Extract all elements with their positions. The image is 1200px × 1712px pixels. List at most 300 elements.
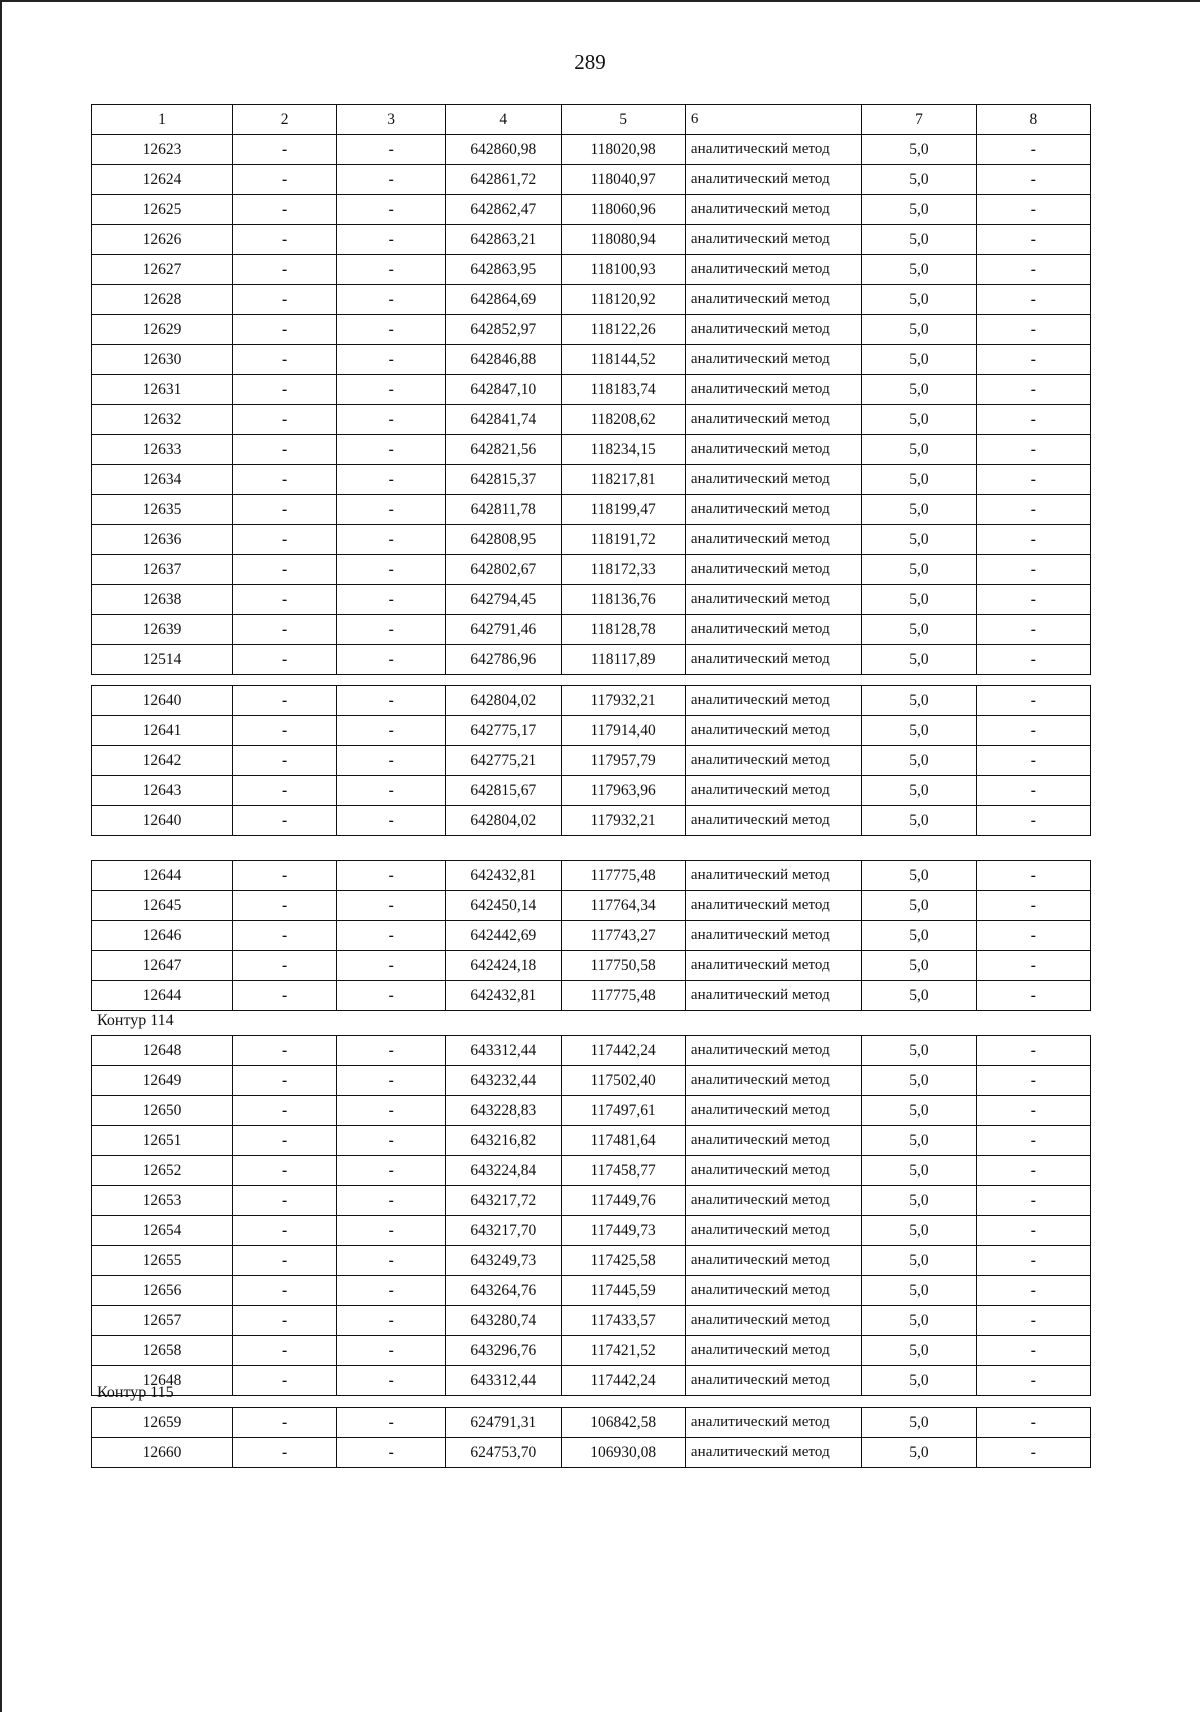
contour-label: Контур 114 [97, 1012, 174, 1029]
cell-col-7: 5,0 [862, 645, 976, 675]
cell-col-8: - [976, 315, 1090, 345]
cell-col-8: - [976, 981, 1090, 1011]
table-row [92, 315, 1091, 345]
cell-col-2: - [232, 776, 336, 806]
cell-col-6: аналитический метод [685, 255, 861, 285]
cell-col-7: 5,0 [862, 615, 976, 645]
cell-col-8: - [976, 375, 1090, 405]
coordinates-table [91, 860, 1091, 1011]
cell-col-5: 5 [561, 105, 685, 135]
cell-col-6: аналитический метод [685, 1156, 861, 1186]
cell-col-2: - [232, 1096, 336, 1126]
cell-col-6: аналитический метод [685, 1216, 861, 1246]
cell-col-1: 12651 [92, 1126, 233, 1156]
cell-col-6: аналитический метод [685, 1186, 861, 1216]
cell-col-6: аналитический метод [685, 225, 861, 255]
cell-col-7: 5,0 [862, 525, 976, 555]
cell-col-7: 5,0 [862, 981, 976, 1011]
table-header-row [92, 105, 1091, 135]
cell-col-1: 12658 [92, 1336, 233, 1366]
cell-col-6: аналитический метод [685, 165, 861, 195]
cell-col-6: аналитический метод [685, 585, 861, 615]
table-row [92, 861, 1091, 891]
cell-col-7: 5,0 [862, 375, 976, 405]
cell-col-1: 12646 [92, 921, 233, 951]
cell-col-8: - [976, 585, 1090, 615]
cell-col-7: 5,0 [862, 1186, 976, 1216]
cell-col-8: - [976, 465, 1090, 495]
cell-col-1: 1 [92, 105, 233, 135]
cell-col-6: аналитический метод [685, 746, 861, 776]
cell-col-5: 106930,08 [561, 1438, 685, 1468]
cell-col-4: 642804,02 [446, 686, 561, 716]
cell-col-3: - [337, 981, 446, 1011]
cell-col-1: 12648 [92, 1036, 233, 1066]
table-row [92, 345, 1091, 375]
cell-col-3: - [337, 1246, 446, 1276]
cell-col-3: - [337, 806, 446, 836]
table-row [92, 981, 1091, 1011]
cell-col-6: аналитический метод [685, 495, 861, 525]
cell-col-1: 12640 [92, 806, 233, 836]
cell-col-4: 624753,70 [446, 1438, 561, 1468]
cell-col-8: - [976, 195, 1090, 225]
cell-col-8: - [976, 921, 1090, 951]
cell-col-1: 12652 [92, 1156, 233, 1186]
cell-col-1: 12650 [92, 1096, 233, 1126]
cell-col-1: 12647 [92, 951, 233, 981]
cell-col-4: 643312,44 [446, 1036, 561, 1066]
cell-col-1: 12628 [92, 285, 233, 315]
coordinates-table [91, 1407, 1091, 1468]
cell-col-8: - [976, 1408, 1090, 1438]
cell-col-2: - [232, 806, 336, 836]
table-row [92, 165, 1091, 195]
cell-col-5: 117449,73 [561, 1216, 685, 1246]
cell-col-2: - [232, 495, 336, 525]
cell-col-2: - [232, 951, 336, 981]
cell-col-2: - [232, 746, 336, 776]
cell-col-8: - [976, 1096, 1090, 1126]
table-row [92, 495, 1091, 525]
cell-col-7: 5,0 [862, 1066, 976, 1096]
cell-col-8: - [976, 165, 1090, 195]
cell-col-2: - [232, 1066, 336, 1096]
cell-col-1: 12649 [92, 1066, 233, 1096]
cell-col-6: аналитический метод [685, 1096, 861, 1126]
cell-col-3: - [337, 285, 446, 315]
cell-col-7: 5,0 [862, 951, 976, 981]
cell-col-2: - [232, 1186, 336, 1216]
cell-col-5: 118172,33 [561, 555, 685, 585]
cell-col-8: 8 [976, 105, 1090, 135]
cell-col-4: 642442,69 [446, 921, 561, 951]
cell-col-4: 642775,21 [446, 746, 561, 776]
cell-col-5: 118136,76 [561, 585, 685, 615]
cell-col-7: 5,0 [862, 1276, 976, 1306]
cell-col-3: - [337, 645, 446, 675]
cell-col-2: - [232, 555, 336, 585]
table-row [92, 1246, 1091, 1276]
cell-col-2: - [232, 1408, 336, 1438]
table-row [92, 1186, 1091, 1216]
cell-col-6: аналитический метод [685, 345, 861, 375]
cell-col-8: - [976, 225, 1090, 255]
cell-col-6: аналитический метод [685, 1276, 861, 1306]
cell-col-2: - [232, 1216, 336, 1246]
cell-col-4: 642450,14 [446, 891, 561, 921]
cell-col-8: - [976, 746, 1090, 776]
cell-col-4: 642815,67 [446, 776, 561, 806]
cell-col-4: 643264,76 [446, 1276, 561, 1306]
table-row [92, 776, 1091, 806]
cell-col-2: - [232, 716, 336, 746]
cell-col-3: - [337, 375, 446, 405]
cell-col-3: - [337, 891, 446, 921]
cell-col-1: 12632 [92, 405, 233, 435]
cell-col-5: 118217,81 [561, 465, 685, 495]
cell-col-6: аналитический метод [685, 891, 861, 921]
cell-col-3: - [337, 1066, 446, 1096]
cell-col-2: - [232, 345, 336, 375]
cell-col-7: 5,0 [862, 345, 976, 375]
cell-col-4: 643217,70 [446, 1216, 561, 1246]
cell-col-6: аналитический метод [685, 716, 861, 746]
page-number: 289 [574, 50, 606, 74]
cell-col-7: 5,0 [862, 1126, 976, 1156]
cell-col-4: 642432,81 [446, 981, 561, 1011]
cell-col-3: - [337, 255, 446, 285]
cell-col-5: 117442,24 [561, 1036, 685, 1066]
cell-col-2: - [232, 686, 336, 716]
cell-col-7: 5,0 [862, 1408, 976, 1438]
cell-col-7: 5,0 [862, 1036, 976, 1066]
cell-col-7: 5,0 [862, 195, 976, 225]
cell-col-4: 642847,10 [446, 375, 561, 405]
cell-col-7: 5,0 [862, 861, 976, 891]
cell-col-2: - [232, 861, 336, 891]
cell-col-1: 12625 [92, 195, 233, 225]
cell-col-1: 12633 [92, 435, 233, 465]
table-row [92, 285, 1091, 315]
cell-col-3: - [337, 615, 446, 645]
cell-col-5: 118100,93 [561, 255, 685, 285]
cell-col-6: аналитический метод [685, 285, 861, 315]
cell-col-5: 118234,15 [561, 435, 685, 465]
cell-col-7: 5,0 [862, 555, 976, 585]
cell-col-7: 5,0 [862, 165, 976, 195]
cell-col-4: 642860,98 [446, 135, 561, 165]
cell-col-5: 118020,98 [561, 135, 685, 165]
cell-col-1: 12659 [92, 1408, 233, 1438]
cell-col-1: 12655 [92, 1246, 233, 1276]
cell-col-7: 5,0 [862, 1216, 976, 1246]
cell-col-8: - [976, 1246, 1090, 1276]
cell-col-6: аналитический метод [685, 776, 861, 806]
cell-col-6: аналитический метод [685, 1306, 861, 1336]
cell-col-2: - [232, 585, 336, 615]
cell-col-6: аналитический метод [685, 315, 861, 345]
cell-col-1: 12642 [92, 746, 233, 776]
cell-col-6: аналитический метод [685, 555, 861, 585]
cell-col-6: аналитический метод [685, 1126, 861, 1156]
cell-col-4: 642424,18 [446, 951, 561, 981]
cell-col-3: - [337, 1126, 446, 1156]
cell-col-7: 5,0 [862, 585, 976, 615]
cell-col-3: - [337, 1186, 446, 1216]
cell-col-3: - [337, 861, 446, 891]
cell-col-8: - [976, 1366, 1090, 1396]
cell-col-5: 117502,40 [561, 1066, 685, 1096]
cell-col-4: 642864,69 [446, 285, 561, 315]
cell-col-3: - [337, 1096, 446, 1126]
cell-col-5: 118040,97 [561, 165, 685, 195]
cell-col-8: - [976, 1216, 1090, 1246]
cell-col-5: 117743,27 [561, 921, 685, 951]
cell-col-8: - [976, 615, 1090, 645]
cell-col-5: 118191,72 [561, 525, 685, 555]
cell-col-8: - [976, 951, 1090, 981]
cell-col-1: 12634 [92, 465, 233, 495]
table-row [92, 225, 1091, 255]
cell-col-4: 643216,82 [446, 1126, 561, 1156]
cell-col-4: 643249,73 [446, 1246, 561, 1276]
table-row [92, 1126, 1091, 1156]
cell-col-6: аналитический метод [685, 375, 861, 405]
cell-col-7: 5,0 [862, 465, 976, 495]
cell-col-8: - [976, 1336, 1090, 1366]
cell-col-8: - [976, 1036, 1090, 1066]
cell-col-8: - [976, 525, 1090, 555]
cell-col-7: 5,0 [862, 1306, 976, 1336]
cell-col-2: - [232, 255, 336, 285]
cell-col-4: 624791,31 [446, 1408, 561, 1438]
cell-col-5: 117750,58 [561, 951, 685, 981]
cell-col-3: - [337, 585, 446, 615]
cell-col-5: 118120,92 [561, 285, 685, 315]
cell-col-2: - [232, 1246, 336, 1276]
cell-col-2: - [232, 1156, 336, 1186]
cell-col-8: - [976, 1156, 1090, 1186]
cell-col-6: аналитический метод [685, 645, 861, 675]
contour-label: Контур 115 [97, 1384, 174, 1401]
cell-col-7: 5,0 [862, 746, 976, 776]
cell-col-1: 12636 [92, 525, 233, 555]
cell-col-6: аналитический метод [685, 1438, 861, 1468]
table-row [92, 1408, 1091, 1438]
cell-col-8: - [976, 1306, 1090, 1336]
cell-col-5: 118144,52 [561, 345, 685, 375]
cell-col-5: 118208,62 [561, 405, 685, 435]
table-row [92, 1438, 1091, 1468]
cell-col-4: 643280,74 [446, 1306, 561, 1336]
cell-col-5: 117775,48 [561, 981, 685, 1011]
cell-col-8: - [976, 806, 1090, 836]
cell-col-6: аналитический метод [685, 981, 861, 1011]
table-row [92, 1366, 1091, 1396]
cell-col-7: 5,0 [862, 806, 976, 836]
cell-col-1: 12653 [92, 1186, 233, 1216]
cell-col-1: 12644 [92, 861, 233, 891]
cell-col-3: - [337, 1366, 446, 1396]
cell-col-3: - [337, 1408, 446, 1438]
cell-col-7: 5,0 [862, 135, 976, 165]
table-row [92, 891, 1091, 921]
cell-col-3: - [337, 225, 446, 255]
cell-col-7: 5,0 [862, 315, 976, 345]
coordinates-table [91, 104, 1091, 675]
cell-col-3: - [337, 195, 446, 225]
cell-col-2: - [232, 465, 336, 495]
cell-col-1: 12645 [92, 891, 233, 921]
cell-col-3: - [337, 951, 446, 981]
cell-col-6: аналитический метод [685, 861, 861, 891]
cell-col-1: 12635 [92, 495, 233, 525]
cell-col-1: 12638 [92, 585, 233, 615]
cell-col-7: 5,0 [862, 1246, 976, 1276]
cell-col-5: 117957,79 [561, 746, 685, 776]
cell-col-4: 642802,67 [446, 555, 561, 585]
cell-col-7: 5,0 [862, 1096, 976, 1126]
cell-col-1: 12631 [92, 375, 233, 405]
cell-col-3: - [337, 345, 446, 375]
cell-col-5: 118122,26 [561, 315, 685, 345]
cell-col-8: - [976, 1438, 1090, 1468]
cell-col-5: 117775,48 [561, 861, 685, 891]
cell-col-4: 642791,46 [446, 615, 561, 645]
table-row [92, 615, 1091, 645]
coordinates-table [91, 1035, 1091, 1396]
cell-col-4: 643312,44 [446, 1366, 561, 1396]
cell-col-5: 117458,77 [561, 1156, 685, 1186]
table-row [92, 405, 1091, 435]
cell-col-2: - [232, 375, 336, 405]
cell-col-7: 5,0 [862, 1366, 976, 1396]
cell-col-2: - [232, 1366, 336, 1396]
table-row [92, 1306, 1091, 1336]
cell-col-6: аналитический метод [685, 1246, 861, 1276]
cell-col-3: - [337, 1336, 446, 1366]
cell-col-4: 642775,17 [446, 716, 561, 746]
cell-col-8: - [976, 1126, 1090, 1156]
cell-col-2: - [232, 981, 336, 1011]
cell-col-2: - [232, 615, 336, 645]
cell-col-5: 118128,78 [561, 615, 685, 645]
cell-col-8: - [976, 135, 1090, 165]
cell-col-5: 117481,64 [561, 1126, 685, 1156]
cell-col-7: 5,0 [862, 435, 976, 465]
table-row [92, 1216, 1091, 1246]
cell-col-6: аналитический метод [685, 465, 861, 495]
table-row [92, 555, 1091, 585]
cell-col-8: - [976, 776, 1090, 806]
cell-col-4: 642794,45 [446, 585, 561, 615]
cell-col-1: 12641 [92, 716, 233, 746]
cell-col-1: 12644 [92, 981, 233, 1011]
cell-col-6: аналитический метод [685, 135, 861, 165]
cell-col-2: - [232, 1336, 336, 1366]
cell-col-6: аналитический метод [685, 1066, 861, 1096]
table-row [92, 525, 1091, 555]
cell-col-7: 5,0 [862, 1156, 976, 1186]
table-row [92, 806, 1091, 836]
cell-col-6: аналитический метод [685, 525, 861, 555]
cell-col-1: 12623 [92, 135, 233, 165]
cell-col-2: - [232, 1438, 336, 1468]
cell-col-7: 5,0 [862, 1336, 976, 1366]
cell-col-1: 12660 [92, 1438, 233, 1468]
cell-col-1: 12643 [92, 776, 233, 806]
cell-col-2: - [232, 1036, 336, 1066]
cell-col-4: 4 [446, 105, 561, 135]
cell-col-4: 643224,84 [446, 1156, 561, 1186]
table-row [92, 585, 1091, 615]
cell-col-7: 5,0 [862, 285, 976, 315]
cell-col-6: аналитический метод [685, 951, 861, 981]
table-row [92, 1156, 1091, 1186]
cell-col-3: - [337, 1216, 446, 1246]
cell-col-1: 12654 [92, 1216, 233, 1246]
cell-col-2: - [232, 165, 336, 195]
cell-col-6: аналитический метод [685, 1366, 861, 1396]
cell-col-2: - [232, 285, 336, 315]
cell-col-5: 118183,74 [561, 375, 685, 405]
cell-col-5: 117764,34 [561, 891, 685, 921]
cell-col-5: 117445,59 [561, 1276, 685, 1306]
table-row [92, 645, 1091, 675]
cell-col-6: аналитический метод [685, 921, 861, 951]
cell-col-5: 117497,61 [561, 1096, 685, 1126]
table-row [92, 195, 1091, 225]
cell-col-4: 642841,74 [446, 405, 561, 435]
cell-col-5: 117932,21 [561, 686, 685, 716]
cell-col-2: - [232, 891, 336, 921]
cell-col-3: - [337, 921, 446, 951]
cell-col-8: - [976, 285, 1090, 315]
cell-col-3: - [337, 405, 446, 435]
cell-col-2: 2 [232, 105, 336, 135]
cell-col-5: 117963,96 [561, 776, 685, 806]
cell-col-8: - [976, 435, 1090, 465]
table-row [92, 435, 1091, 465]
cell-col-2: - [232, 1276, 336, 1306]
cell-col-1: 12514 [92, 645, 233, 675]
cell-col-6: аналитический метод [685, 435, 861, 465]
cell-col-1: 12640 [92, 686, 233, 716]
cell-col-5: 117421,52 [561, 1336, 685, 1366]
cell-col-4: 643217,72 [446, 1186, 561, 1216]
cell-col-1: 12624 [92, 165, 233, 195]
cell-col-3: - [337, 495, 446, 525]
table-row [92, 135, 1091, 165]
cell-col-8: - [976, 645, 1090, 675]
cell-col-2: - [232, 135, 336, 165]
cell-col-1: 12629 [92, 315, 233, 345]
table-row [92, 686, 1091, 716]
cell-col-5: 118060,96 [561, 195, 685, 225]
cell-col-3: - [337, 1156, 446, 1186]
cell-col-2: - [232, 195, 336, 225]
cell-col-4: 642821,56 [446, 435, 561, 465]
cell-col-4: 642862,47 [446, 195, 561, 225]
table-row [92, 1066, 1091, 1096]
table-row [92, 746, 1091, 776]
cell-col-8: - [976, 405, 1090, 435]
cell-col-8: - [976, 1276, 1090, 1306]
cell-col-8: - [976, 1186, 1090, 1216]
table-row [92, 951, 1091, 981]
cell-col-3: - [337, 135, 446, 165]
